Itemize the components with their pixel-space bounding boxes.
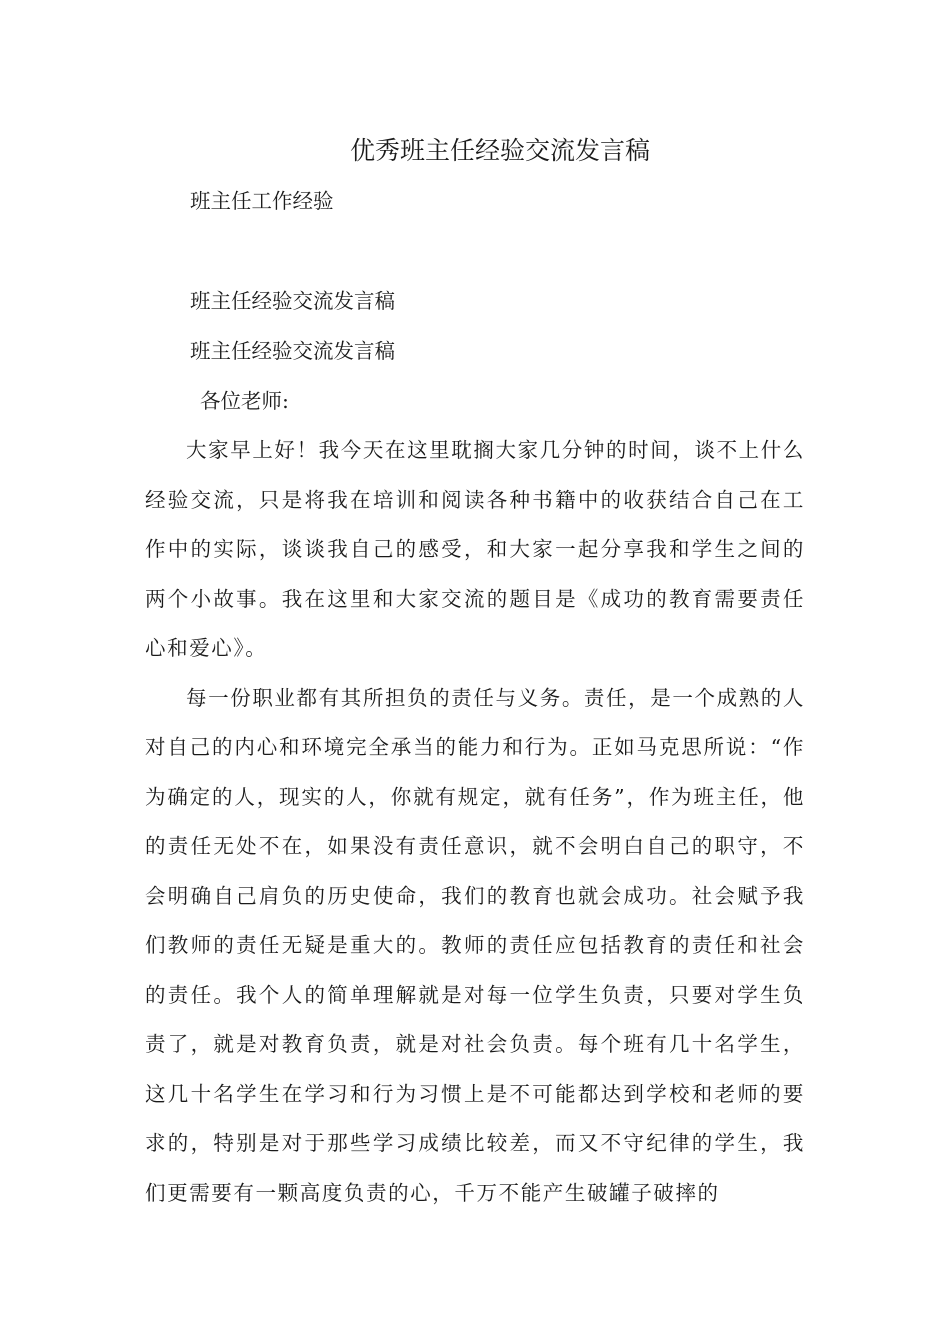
document-title: 优秀班主任经验交流发言稿	[349, 136, 650, 165]
body-text	[145, 426, 805, 1218]
section-heading: 班主任经验交流发言稿	[190, 289, 395, 313]
paragraph: 大家早上好！我今天在这里耽搁大家几分钟的时间，谈不上什么经验交流，只是将我在培训和阅读各种书籍中的收获结合自己在工作中的实际，谈谈我自己的感受，和大家一起分享我和学生之间的两个小故事。我在这里和大家交流的题目是《成功的教育需要责任心和爱心》。	[145, 438, 805, 660]
section-heading: 班主任经验交流发言稿	[190, 339, 395, 363]
salutation: 各位老师:	[200, 389, 289, 413]
paragraph: 每一份职业都有其所担负的责任与义务。责任，是一个成熟的人对自己的内心和环境完全承当的能力和行为。正如马克思所说：“作为确定的人，现实的人，你就有规定，就有任务”，作为班主任，他的责任无处不在，如果没有责任意识，就不会明白自己的职守，不会明确自己肩负的历史使命，我们的教育也就会成功。社会赋予我们教师的责任无疑是重大的。教师的责任应包括教育的责任和社会的责任。我个人的简单理解就是对每一位学生负责，只要对学生负责了，就是对教育负责，就是对社会负责。每个班有几十名学生，这几十名学生在学习和行为习惯上是不可能都达到学校和老师的要求的，特别是对于那些学习成绩比较差，而又不守纪律的学生，我们更需要有一颗高度负责的心，千万不能产生破罐子破摔的	[145, 685, 805, 1205]
document-subtitle: 班主任工作经验	[190, 189, 334, 213]
